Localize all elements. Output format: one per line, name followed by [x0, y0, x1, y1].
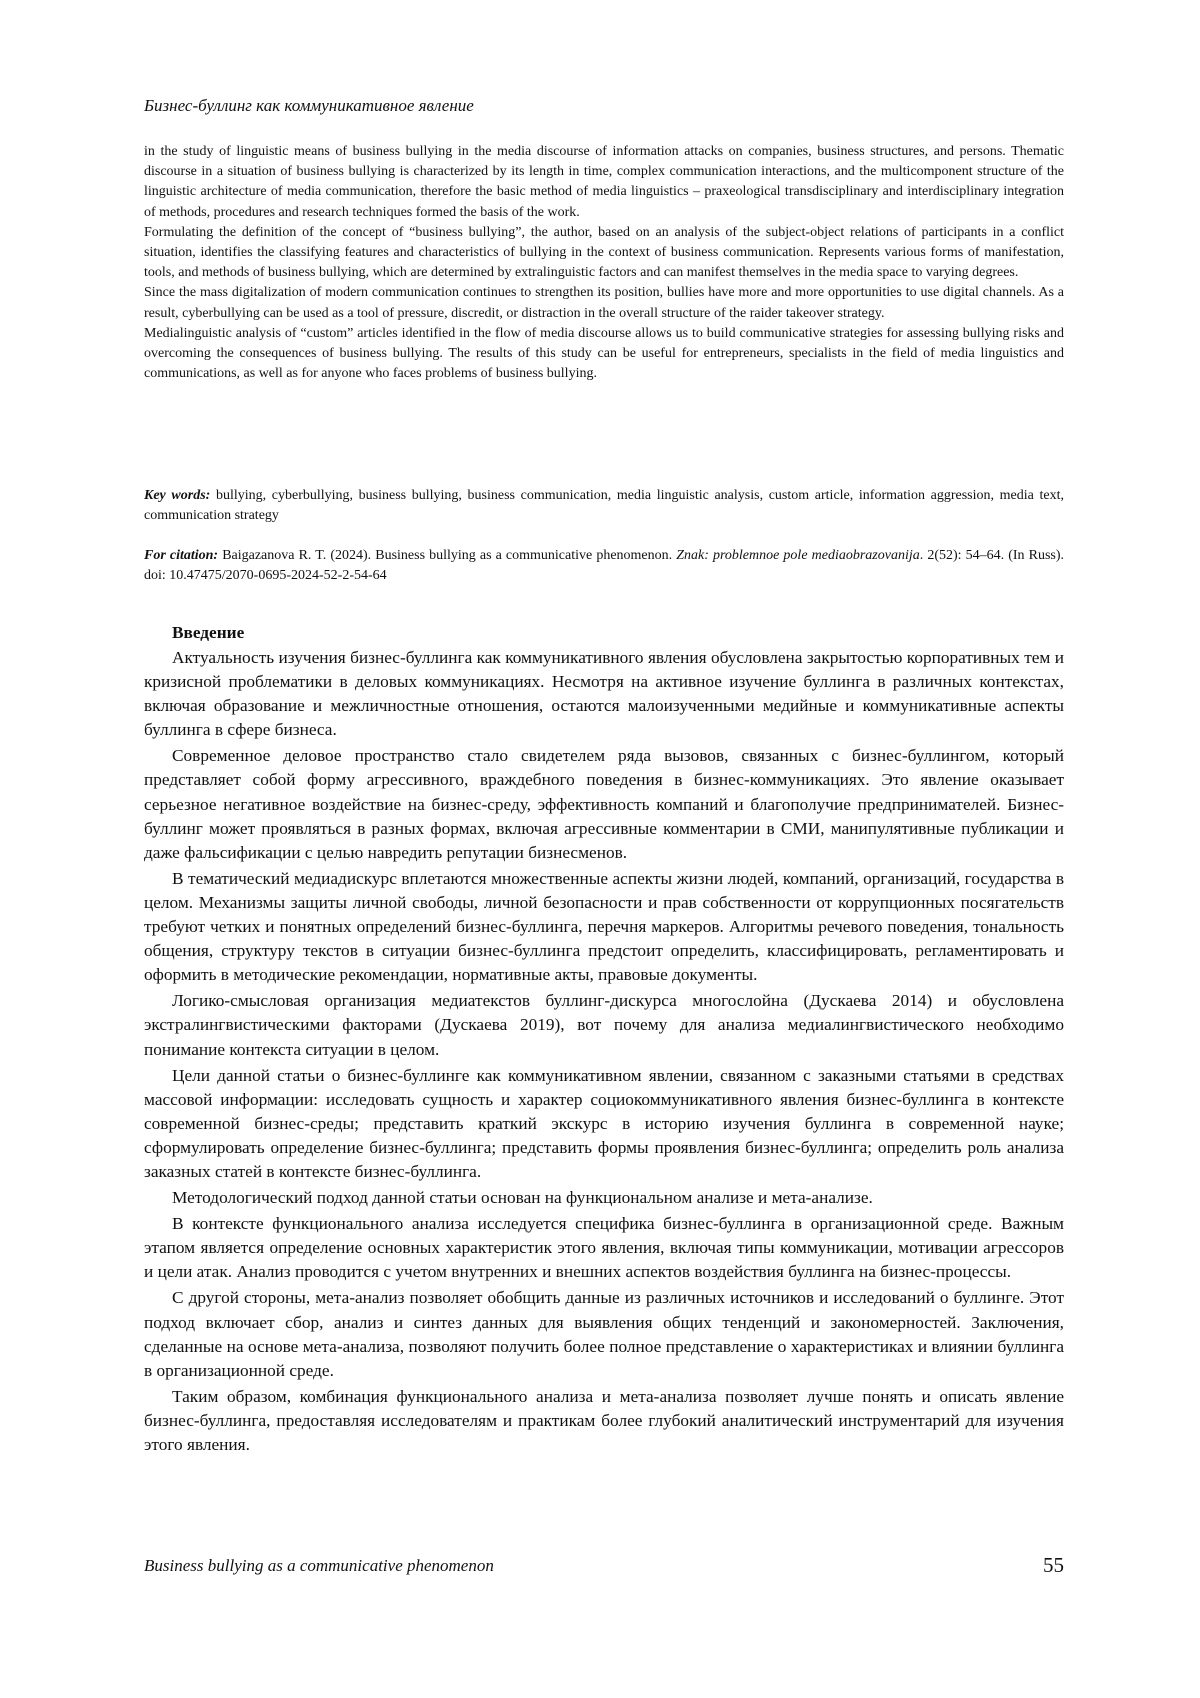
abstract-paragraph: in the study of linguistic means of business bullying in the media discourse of information attacks on companies, business structures, and persons. Thematic discourse in a situation of business bullying is characterized by its length in time, complex communication interactions, and the multicomponent structure of the linguistic architecture of media communication, therefore the basic method of media linguistics – praxeological transdisciplinary and interdisciplinary integration of methods, procedures and research techniques formed the basis of the work.	[144, 144, 1064, 220]
body-paragraph: Логико-смысловая организация медиатекстов буллинг-дискурса многослойна (Дускаева 2014) и обусловлена экстралингвистическими факторами (Дускаева 2019), вот почему для анализа медиалингвистического необходимо понимание контекста ситуации в целом.	[144, 991, 1064, 1059]
citation-text: Baigazanova R. T. (2024). Business bullying as a communicative phenomenon.	[222, 548, 677, 563]
keywords	[144, 486, 1064, 526]
article-body	[144, 621, 1064, 1459]
body-paragraph: Актуальность изучения бизнес-буллинга как коммуникативного явления обусловлена закрытостью корпоративных тем и кризисной проблематики в деловых коммуникациях. Несмотря на активное изучение буллинга в различных контекстах, включая образование и межличностные отношения, остаются малоизученными медийные и коммуникативные аспекты буллинга в сфере бизнеса.	[144, 648, 1064, 740]
abstract-paragraph: Medialinguistic analysis of “custom” articles identified in the flow of media discourse allows us to build communicative strategies for assessing bullying risks and overcoming the consequences of business bullying. The results of this study can be useful for entrepreneurs, specialists in the field of media linguistics and communications, as well as for anyone who faces problems of business bullying.	[144, 325, 1064, 382]
keywords-text: bullying, cyberbullying, business bullying, business communication, media linguistic analysis, custom article, information aggression, media text, communication strategy	[144, 488, 1064, 524]
body-paragraph: В тематический медиадискурс вплетаются множественные аспекты жизни людей, компаний, организаций, государства в целом. Механизмы защиты личной свободы, личной безопасности и прав собственности от коррупционных посягательств требуют четких и понятных определений бизнес-буллинга, перечня маркеров. Алгоритмы речевого поведения, тональность общения, структуру текстов в ситуации бизнес-буллинга предстоит определить, классифицировать, регламентировать и оформить в методические рекомендации, нормативные акты, правовые документы.	[144, 868, 1064, 985]
abstract	[144, 142, 1064, 384]
section-title: Введение	[172, 623, 245, 642]
citation-label: For citation:	[144, 548, 219, 563]
citation-details: . 2(52): 54–64. (In Russ). doi: 10.47475/2070-0695-2024-52-2-54-64	[144, 548, 1065, 584]
body-paragraph: Цели данной статьи о бизнес-буллинге как коммуникативном явлении, связанном с заказными статьями в средствах массовой информации: исследовать сущность и характер социокоммуникативного явления бизнес-буллинга в контексте современной бизнес-среды; представить краткий экскурс в историю изучения буллинга в современной науке; сформулировать определение бизнес-буллинга; представить формы проявления бизнес-буллинга; определить роль анализа заказных статей в контексте бизнес-буллинга.	[144, 1065, 1064, 1181]
abstract-paragraph: Formulating the definition of the concept of “business bullying”, the author, based on an analysis of the subject-object relations of participants in a conflict situation, identifies the classifying features and characteristics of bullying in the context of business communication. Represents various forms of manifestation, tools, and methods of business bullying, which are determined by extralinguistic factors and can manifest themselves in the media space to varying degrees.	[144, 224, 1064, 281]
running-head: Бизнес-буллинг как коммуникативное явление	[144, 96, 474, 115]
body-paragraph: Современное деловое пространство стало свидетелем ряда вызовов, связанных с бизнес-буллингом, который представляет собой форму агрессивного, враждебного поведения в бизнес-коммуникациях. Это явление оказывает серьезное негативное воздействие на бизнес-среду, эффективность компаний и благополучие предпринимателей. Бизнес-буллинг может проявляться в разных формах, включая агрессивные комментарии в СМИ, манипулятивные публикации и даже фальсификации с целью навредить репутации бизнесменов.	[144, 746, 1064, 862]
citation-journal: Znak: problemnoe pole mediaobrazovanija	[676, 548, 920, 563]
keywords-label: Key words:	[144, 488, 211, 503]
body-paragraph: Таким образом, комбинация функционального анализа и мета-анализа позволяет лучше понять и описать явление бизнес-буллинга, предоставляя исследователям и практикам более глубокий аналитический инструментарий для изучения этого явления.	[144, 1386, 1064, 1454]
page-number: 55	[1043, 1553, 1064, 1577]
footer-title: Business bullying as a communicative phenomenon	[144, 1556, 494, 1575]
body-paragraph: В контексте функционального анализа исследуется специфика бизнес-буллинга в организационной среде. Важным этапом является определение основных характеристик этого явления, включая типы коммуникации, мотивации агрессоров и цели атак. Анализ проводится с учетом внутренних и внешних аспектов воздействия буллинга на бизнес-процессы.	[144, 1214, 1064, 1282]
abstract-paragraph: Since the mass digitalization of modern communication continues to strengthen its position, bullies have more and more opportunities to use digital channels. As a result, cyberbullying can be used as a tool of pressure, discredit, or distraction in the overall structure of the raider takeover strategy.	[144, 285, 1064, 321]
body-paragraph: Методологический подход данной статьи основан на функциональном анализе и мета-анализе.	[172, 1188, 873, 1208]
citation	[144, 546, 1064, 586]
body-paragraph: С другой стороны, мета-анализ позволяет обобщить данные из различных источников и исследований о буллинге. Этот подход включает сбор, анализ и синтез данных для выявления общих тенденций и закономерностей. Заключения, сделанные на основе мета-анализа, позволяют получить более полное представление о характеристиках и влиянии буллинга в организационной среде.	[144, 1288, 1064, 1380]
